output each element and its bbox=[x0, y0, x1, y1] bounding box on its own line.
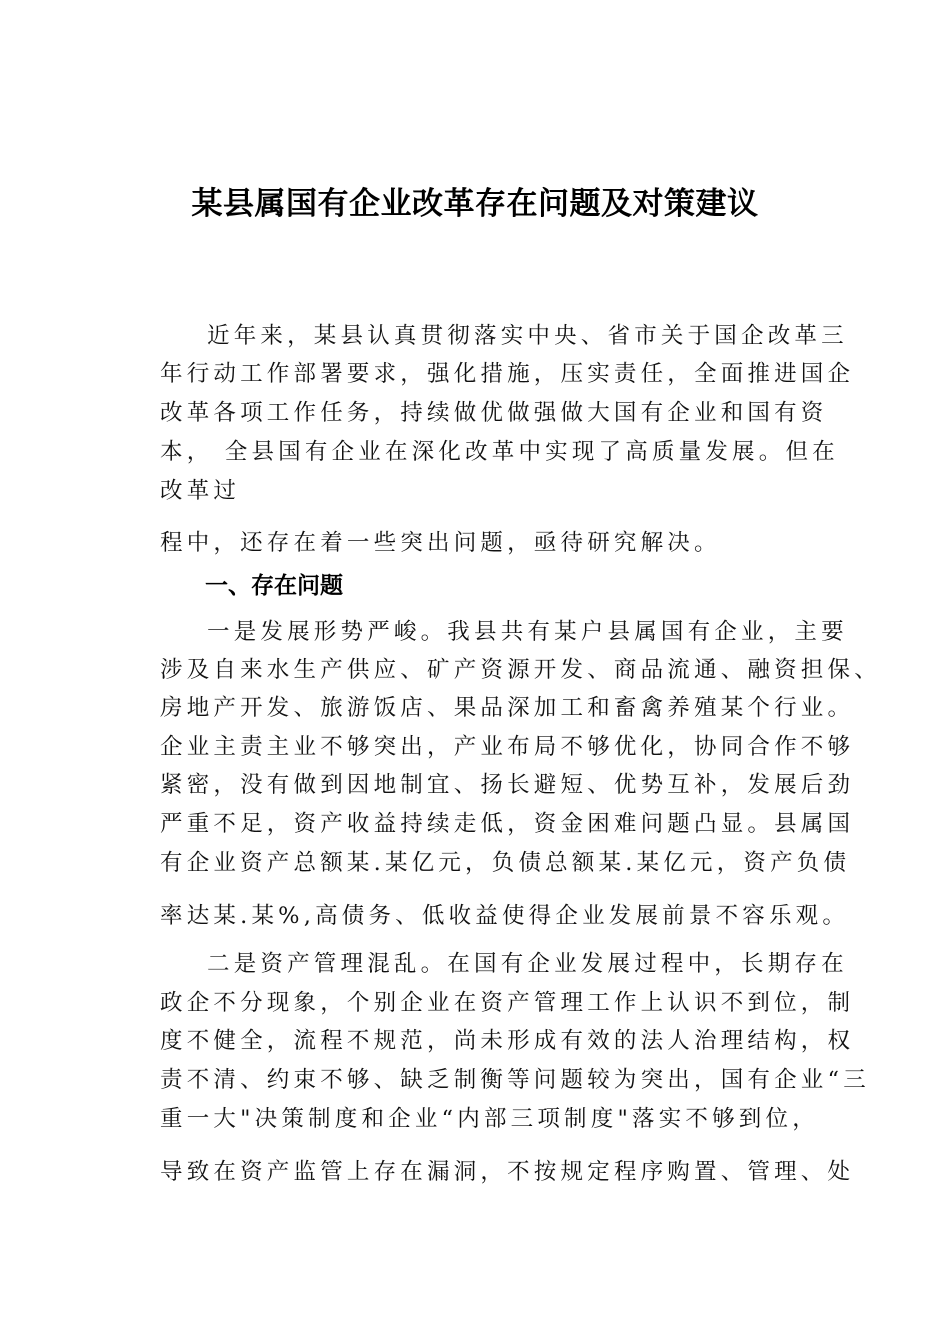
text-line: 严重不足，资产收益持续走低，资金困难问题凸显。县属国 bbox=[160, 811, 855, 837]
text-line: 紧密，没有做到因地制宜、扬长避短、优势互补，发展后劲 bbox=[160, 772, 855, 798]
text-line: 程中，还存在着一些突出问题，亟待研究解决。 bbox=[160, 530, 721, 556]
text-line: 改革过 bbox=[160, 478, 241, 504]
text-line: 近年来，某县认真贯彻落实中央、省市关于国企改革三 bbox=[207, 323, 848, 349]
text-line: 房地产开发、旅游饭店、果品深加工和畜禽养殖某个行业。 bbox=[160, 695, 855, 721]
text-line: 涉及自来水生产供应、矿产资源开发、商品流通、融资担保、 bbox=[160, 657, 881, 683]
text-line: 年行动工作部署要求，强化措施，压实责任，全面推进国企 bbox=[160, 361, 855, 387]
text-line: 有企业资产总额某.某亿元，负债总额某.某亿元，资产负债 bbox=[160, 850, 851, 876]
text-line: 责不清、约束不够、缺乏制衡等问题较为突出，国有企业“三 bbox=[160, 1067, 870, 1093]
text-line: 企业主责主业不够突出，产业布局不够优化，协同合作不够 bbox=[160, 734, 855, 760]
section-heading: 一、存在问题 bbox=[205, 573, 343, 599]
document-title: 某县属国有企业改革存在问题及对策建议 bbox=[191, 186, 759, 222]
text-line: 率达某.某%,高债务、低收益使得企业发展前景不容乐观。 bbox=[160, 903, 850, 929]
text-line: 重一大"决策制度和企业“内部三项制度"落实不够到位， bbox=[160, 1106, 819, 1132]
text-line: 本， 全县国有企业在深化改革中实现了高质量发展。但在 bbox=[160, 439, 839, 465]
text-line: 导致在资产监管上存在漏洞，不按规定程序购置、管理、处 bbox=[160, 1159, 855, 1185]
text-line: 度不健全，流程不规范，尚未形成有效的法人治理结构，权 bbox=[160, 1028, 855, 1054]
text-line: 一是发展形势严峻。我县共有某户县属国有企业，主要 bbox=[207, 619, 848, 645]
text-line: 改革各项工作任务，持续做优做强做大国有企业和国有资 bbox=[160, 400, 828, 426]
text-line: 二是资产管理混乱。在国有企业发展过程中，长期存在 bbox=[207, 951, 848, 977]
text-line: 政企不分现象，个别企业在资产管理工作上认识不到位，制 bbox=[160, 990, 855, 1016]
